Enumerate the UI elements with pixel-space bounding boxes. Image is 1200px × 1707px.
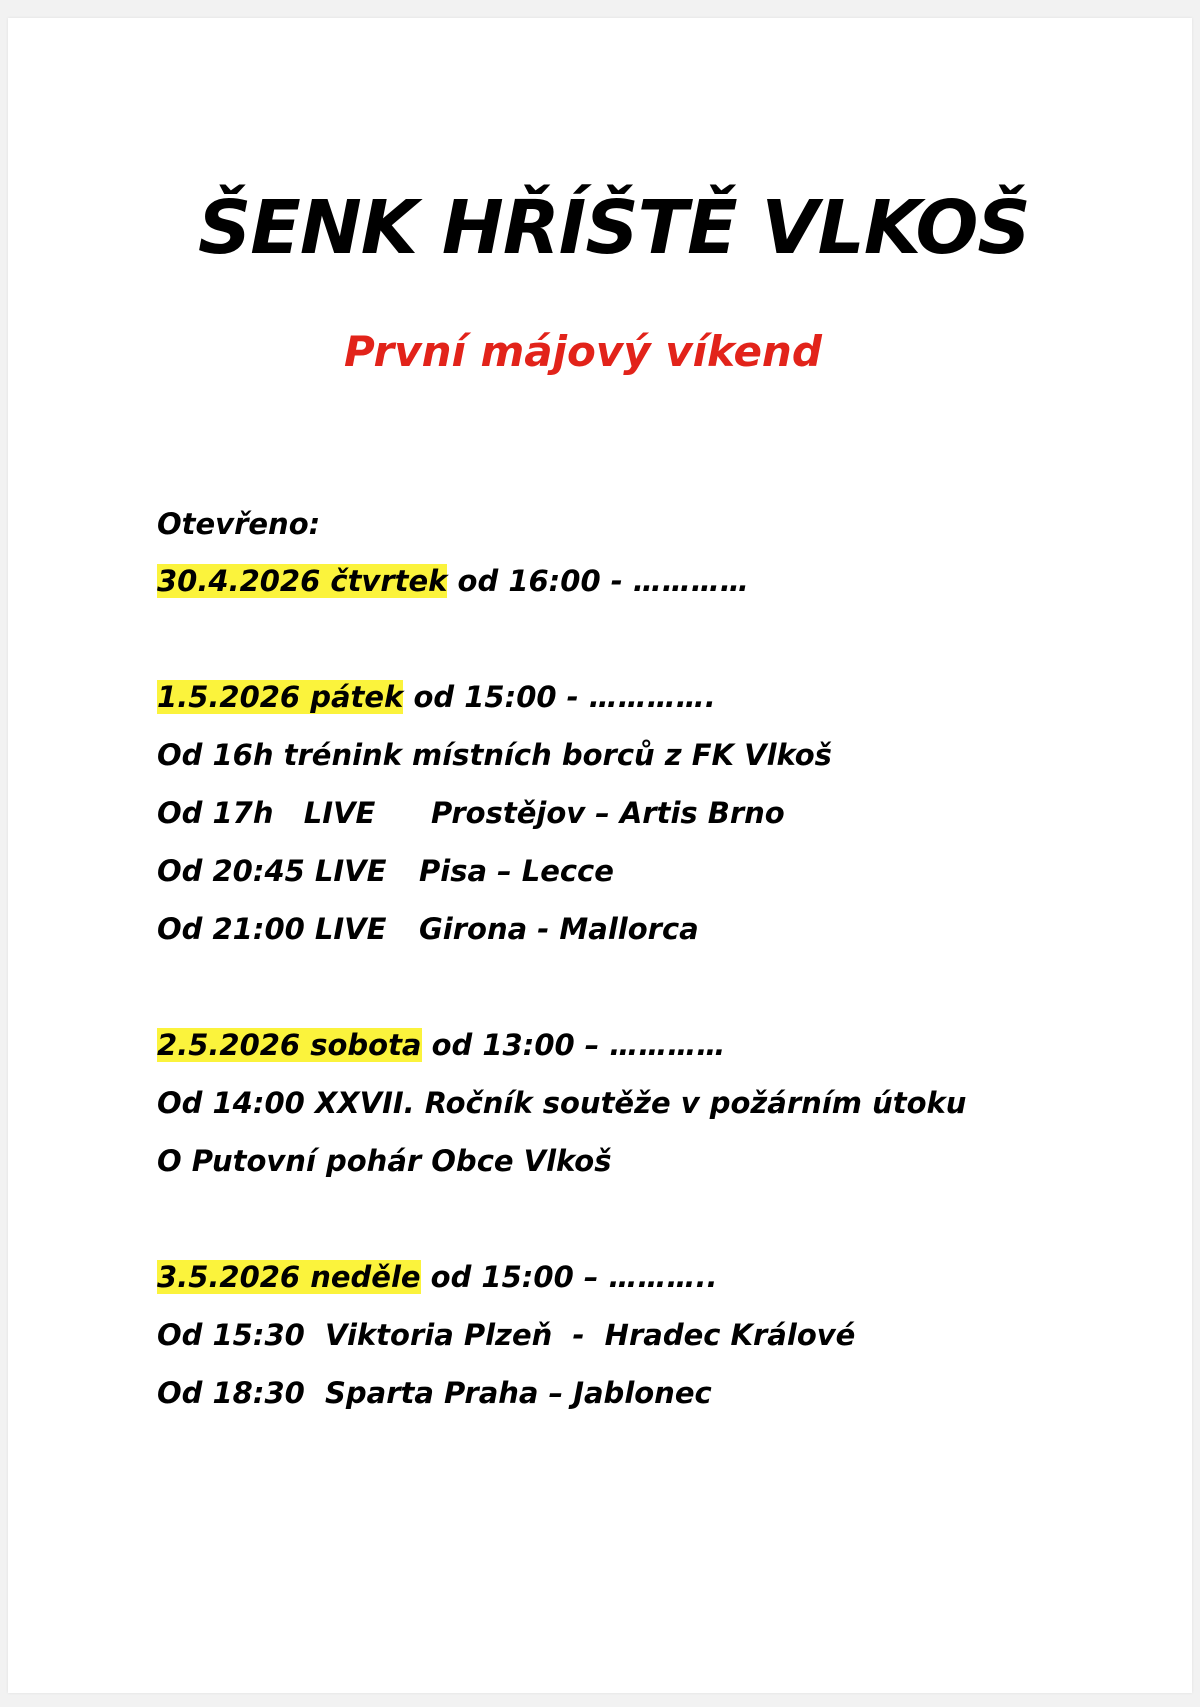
day-hours: od 15:00 - …………. bbox=[403, 680, 716, 714]
event-match: Pisa – Lecce bbox=[419, 854, 614, 888]
event-line bbox=[157, 849, 614, 893]
day-date: 30.4.2026 čtvrtek bbox=[157, 564, 448, 598]
event-line: Od 18:30 Sparta Praha – Jablonec bbox=[157, 1376, 712, 1410]
page-subtitle: První májový víkend bbox=[344, 327, 822, 376]
day-hours: od 13:00 – ………… bbox=[421, 1028, 726, 1062]
day-friday bbox=[157, 675, 716, 719]
event-line: Od 16h trénink místních borců z FK Vlkoš bbox=[157, 738, 832, 772]
day-saturday bbox=[157, 1023, 725, 1067]
event-line bbox=[157, 791, 785, 835]
day-hours: od 15:00 – ……….. bbox=[420, 1260, 718, 1294]
page-title: ŠENK HŘÍŠTĚ VLKOŠ bbox=[198, 185, 1030, 271]
day-date: 1.5.2026 pátek bbox=[157, 680, 404, 714]
event-match: Prostějov – Artis Brno bbox=[431, 796, 785, 830]
event-match: Girona - Mallorca bbox=[419, 912, 699, 946]
event-line: Od 14:00 XXVII. Ročník soutěže v požárním útoku bbox=[157, 1086, 967, 1120]
event-time: Od 20:45 LIVE bbox=[157, 854, 387, 888]
open-label: Otevřeno: bbox=[157, 507, 321, 541]
event-line: O Putovní pohár Obce Vlkoš bbox=[157, 1144, 612, 1178]
event-line bbox=[157, 907, 699, 951]
event-time: Od 17h LIVE bbox=[157, 796, 376, 830]
day-date: 2.5.2026 sobota bbox=[157, 1028, 422, 1062]
event-line: Od 15:30 Viktoria Plzeň - Hradec Králové bbox=[157, 1318, 856, 1352]
poster-page bbox=[8, 18, 1192, 1693]
event-time: Od 21:00 LIVE bbox=[157, 912, 387, 946]
day-date: 3.5.2026 neděle bbox=[157, 1260, 421, 1294]
day-sunday bbox=[157, 1255, 717, 1299]
day-thursday bbox=[157, 559, 749, 603]
day-hours: od 16:00 - ………… bbox=[447, 564, 749, 598]
